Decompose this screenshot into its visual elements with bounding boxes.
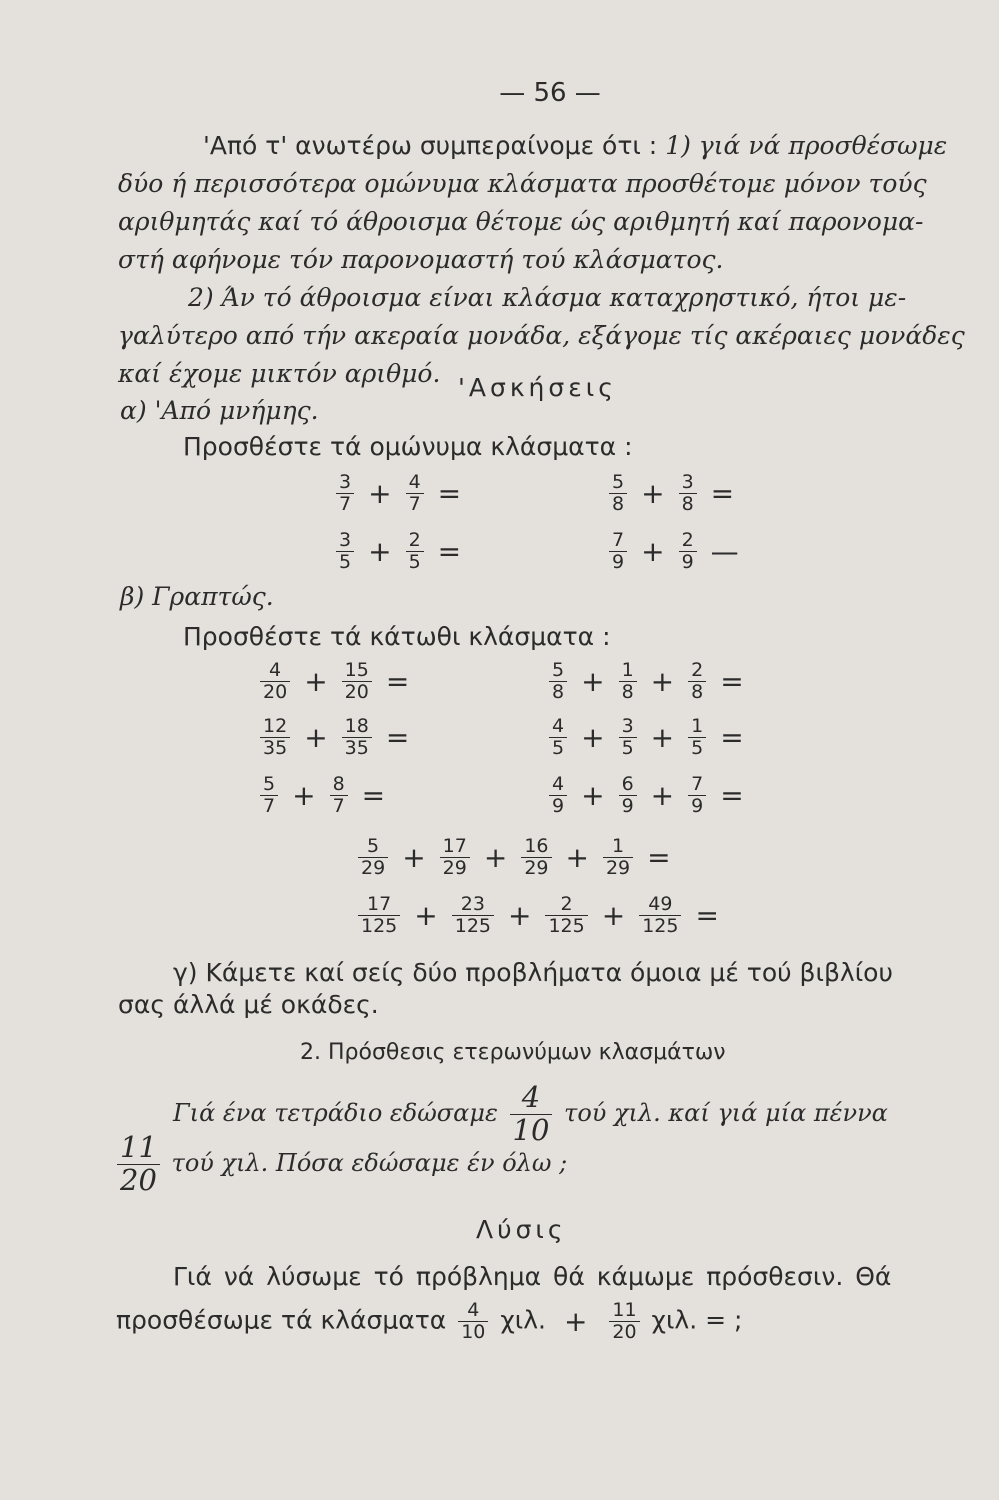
numerator: 15 <box>342 660 372 682</box>
unit-1: χιλ. <box>500 1305 547 1335</box>
plus-sign: + <box>304 720 328 754</box>
exercise-c-line-1: γ) Κάμετε καί σείς δύο προβλήματα όμοια μέ τού βιβλίου <box>173 958 893 987</box>
exercise-a-label: α) 'Από μνήμης. <box>120 396 319 425</box>
solution-fraction-2 <box>609 1300 639 1343</box>
denominator: 7 <box>408 492 421 515</box>
plus-sign: + <box>581 664 605 698</box>
plus-sign: + <box>368 476 392 510</box>
equation-row <box>256 660 419 703</box>
equation-row <box>545 774 754 817</box>
numerator: 7 <box>688 774 706 796</box>
denominator: 8 <box>681 492 694 515</box>
numerator: 3 <box>336 530 354 552</box>
plus-sign: + <box>483 840 508 874</box>
exercise-a-instruction: Προσθέστε τά ομώνυμα κλάσματα : <box>183 432 633 461</box>
fraction <box>260 774 278 817</box>
plus-sign: + <box>565 840 589 874</box>
plus-sign: + <box>402 840 426 874</box>
denominator: 7 <box>263 794 276 817</box>
equation-row <box>605 472 744 515</box>
fraction <box>549 660 567 703</box>
fraction <box>358 894 400 937</box>
denominator: 9 <box>612 550 625 573</box>
fraction <box>260 660 290 703</box>
denominator: 9 <box>681 550 694 573</box>
denominator: 5 <box>339 550 352 573</box>
numerator: 6 <box>619 774 637 796</box>
problem-text-3: τού χιλ. Πόσα εδώσαμε έν όλω ; <box>171 1148 568 1177</box>
fraction <box>330 774 348 817</box>
solution-text: προσθέσωμε τά κλάσματα <box>116 1305 447 1335</box>
fraction <box>688 660 706 703</box>
numerator: 17 <box>358 894 400 916</box>
fraction <box>609 530 627 573</box>
denominator: 29 <box>442 856 467 879</box>
numerator: 5 <box>260 774 278 796</box>
numerator: 12 <box>260 716 290 738</box>
numerator: 4 <box>406 472 424 494</box>
numerator: 5 <box>358 836 388 858</box>
page-number: — 56 — <box>499 78 601 108</box>
numerator: 1 <box>688 716 706 738</box>
denominator: 125 <box>642 914 679 937</box>
equation-row <box>332 530 471 573</box>
exercise-c-line-2: σας άλλά μέ οκάδες. <box>118 990 379 1019</box>
equals-sign: = <box>720 664 744 698</box>
plus-sign: + <box>581 778 605 812</box>
fraction <box>406 472 424 515</box>
plus-sign: + <box>641 476 665 510</box>
fraction <box>679 472 697 515</box>
equation-row <box>256 774 395 817</box>
fraction <box>619 774 637 817</box>
equals-sign: = <box>385 720 410 754</box>
numerator: 3 <box>619 716 637 738</box>
rule-line-4: στή αφήνομε τόν παρονομαστή τού κλάσματος. <box>118 245 724 274</box>
denominator: 7 <box>339 492 352 515</box>
problem-text-2: τού χιλ. καί γιά μία πέννα <box>564 1098 888 1127</box>
equation-row <box>545 660 754 703</box>
equation-row <box>354 894 729 937</box>
denominator: 8 <box>621 680 634 703</box>
equals-sign: = <box>695 898 719 932</box>
denominator: 20 <box>263 680 288 703</box>
fraction <box>440 836 470 879</box>
fraction <box>452 894 494 937</box>
equals-sign: = <box>361 778 386 812</box>
equals-sign: = <box>647 840 671 874</box>
fraction <box>688 774 706 817</box>
fraction <box>336 530 354 573</box>
rule-line-3: αριθμητάς καί τό άθροισμα θέτομε ώς αριθμητή καί παρονομα- <box>118 207 924 236</box>
fraction <box>342 716 372 759</box>
denominator: 8 <box>691 680 704 703</box>
numerator: 5 <box>609 472 627 494</box>
numerator: 11 <box>609 1300 639 1322</box>
equals-sign: = <box>710 476 735 510</box>
rule-line-6: γαλύτερο από τήν ακεραία μονάδα, εξάγομε τίς ακέραιες μονάδες <box>118 321 965 350</box>
equation-row <box>332 472 471 515</box>
fraction <box>639 894 681 937</box>
denominator: 5 <box>691 736 704 759</box>
rule-line-1 <box>203 128 947 164</box>
plus-sign: + <box>508 898 532 932</box>
plus-sign: + <box>641 534 665 568</box>
fraction <box>679 530 697 573</box>
numerator: 4 <box>549 774 567 796</box>
fraction <box>549 716 567 759</box>
rule-line-7: καί έχομε μικτόν αριθμό. <box>118 359 441 388</box>
equation-row <box>354 836 681 879</box>
numerator: 1 <box>619 660 637 682</box>
exercises-heading: 'Ασκήσεις <box>458 373 617 402</box>
numerator: 11 <box>117 1132 160 1165</box>
section-title: 2. Πρόσθεσις ετερωνύμων κλασμάτων <box>300 1040 726 1065</box>
fraction-11-20 <box>117 1132 160 1197</box>
numerator: 4 <box>510 1082 553 1115</box>
denominator: 7 <box>332 794 345 817</box>
fraction <box>619 660 637 703</box>
fraction <box>609 472 627 515</box>
unit-2: χιλ. <box>651 1305 698 1335</box>
numerator: 18 <box>342 716 372 738</box>
denominator: 29 <box>524 856 549 879</box>
numerator: 3 <box>336 472 354 494</box>
denominator: 9 <box>691 794 704 817</box>
equals-sign: = <box>720 720 744 754</box>
fraction <box>521 836 551 879</box>
numerator: 4 <box>260 660 290 682</box>
rule-line-2: δύο ή περισσότερα ομώνυμα κλάσματα προσθέτομε μόνον τούς <box>118 169 927 198</box>
denominator: 5 <box>621 736 634 759</box>
denominator: 20 <box>344 680 369 703</box>
denominator: 20 <box>612 1320 637 1343</box>
denominator: 10 <box>461 1320 486 1343</box>
numerator: 23 <box>452 894 494 916</box>
fraction <box>406 530 424 573</box>
fraction <box>549 774 567 817</box>
numerator: 2 <box>688 660 706 682</box>
solution-line-2 <box>116 1300 742 1343</box>
denominator: 5 <box>408 550 421 573</box>
equals-sign: — <box>710 534 739 568</box>
plus-sign: + <box>650 720 675 754</box>
rule-intro: 'Από τ' ανωτέρω συμπεραίνομε ότι : <box>203 131 658 160</box>
denominator: 29 <box>361 856 386 879</box>
denominator: 20 <box>120 1162 157 1197</box>
denominator: 10 <box>512 1112 550 1147</box>
solution-end: = ; <box>705 1305 743 1335</box>
fraction <box>358 836 388 879</box>
equation-row <box>545 716 754 759</box>
solution-heading: Λύσις <box>476 1215 567 1244</box>
equation-row <box>256 716 419 759</box>
numerator: 8 <box>330 774 348 796</box>
numerator: 5 <box>549 660 567 682</box>
plus-sign: + <box>563 1304 588 1338</box>
fraction <box>260 716 290 759</box>
fraction <box>342 660 372 703</box>
rule-point-1: 1) γιά νά προσθέσωμε <box>665 131 948 160</box>
fraction <box>619 716 637 759</box>
problem-text-1: Γιά ένα τετράδιο εδώσαμε <box>173 1098 498 1127</box>
numerator: 4 <box>549 716 567 738</box>
numerator: 7 <box>609 530 627 552</box>
numerator: 4 <box>458 1300 488 1322</box>
equals-sign: = <box>720 778 744 812</box>
equation-row <box>605 530 749 573</box>
fraction <box>545 894 587 937</box>
fraction <box>336 472 354 515</box>
denominator: 29 <box>605 856 631 879</box>
equals-sign: = <box>437 534 462 568</box>
numerator: 17 <box>440 836 470 858</box>
plus-sign: + <box>650 664 675 698</box>
denominator: 125 <box>454 914 491 937</box>
equals-sign: = <box>437 476 462 510</box>
denominator: 35 <box>344 736 369 759</box>
rule-line-5: 2) Άν τό άθροισμα είναι κλάσμα καταχρηστικό, ήτοι με- <box>188 283 907 312</box>
denominator: 8 <box>552 680 565 703</box>
plus-sign: + <box>601 898 626 932</box>
numerator: 16 <box>521 836 551 858</box>
numerator: 3 <box>679 472 697 494</box>
plus-sign: + <box>650 778 675 812</box>
denominator: 9 <box>552 794 565 817</box>
fraction <box>603 836 633 879</box>
exercise-b-label: β) Γραπτώς. <box>120 582 274 611</box>
numerator: 2 <box>679 530 697 552</box>
denominator: 125 <box>548 914 585 937</box>
plus-sign: + <box>304 664 328 698</box>
denominator: 8 <box>612 492 625 515</box>
problem-line-2 <box>113 1132 567 1197</box>
solution-line-1: Γιά νά λύσωμε τό πρόβλημα θά κάμωμε πρόσθεσιν. Θά <box>173 1262 892 1291</box>
numerator: 2 <box>406 530 424 552</box>
plus-sign: + <box>414 898 438 932</box>
numerator: 49 <box>639 894 681 916</box>
plus-sign: + <box>292 778 316 812</box>
numerator: 2 <box>545 894 587 916</box>
exercise-b-instruction: Προσθέστε τά κάτωθι κλάσματα : <box>183 622 611 651</box>
denominator: 5 <box>552 736 565 759</box>
equals-sign: = <box>385 664 410 698</box>
numerator: 1 <box>603 836 633 858</box>
plus-sign: + <box>581 720 605 754</box>
denominator: 35 <box>263 736 288 759</box>
denominator: 125 <box>361 914 398 937</box>
solution-fraction-1 <box>458 1300 488 1343</box>
plus-sign: + <box>368 534 392 568</box>
denominator: 9 <box>621 794 634 817</box>
fraction <box>688 716 706 759</box>
